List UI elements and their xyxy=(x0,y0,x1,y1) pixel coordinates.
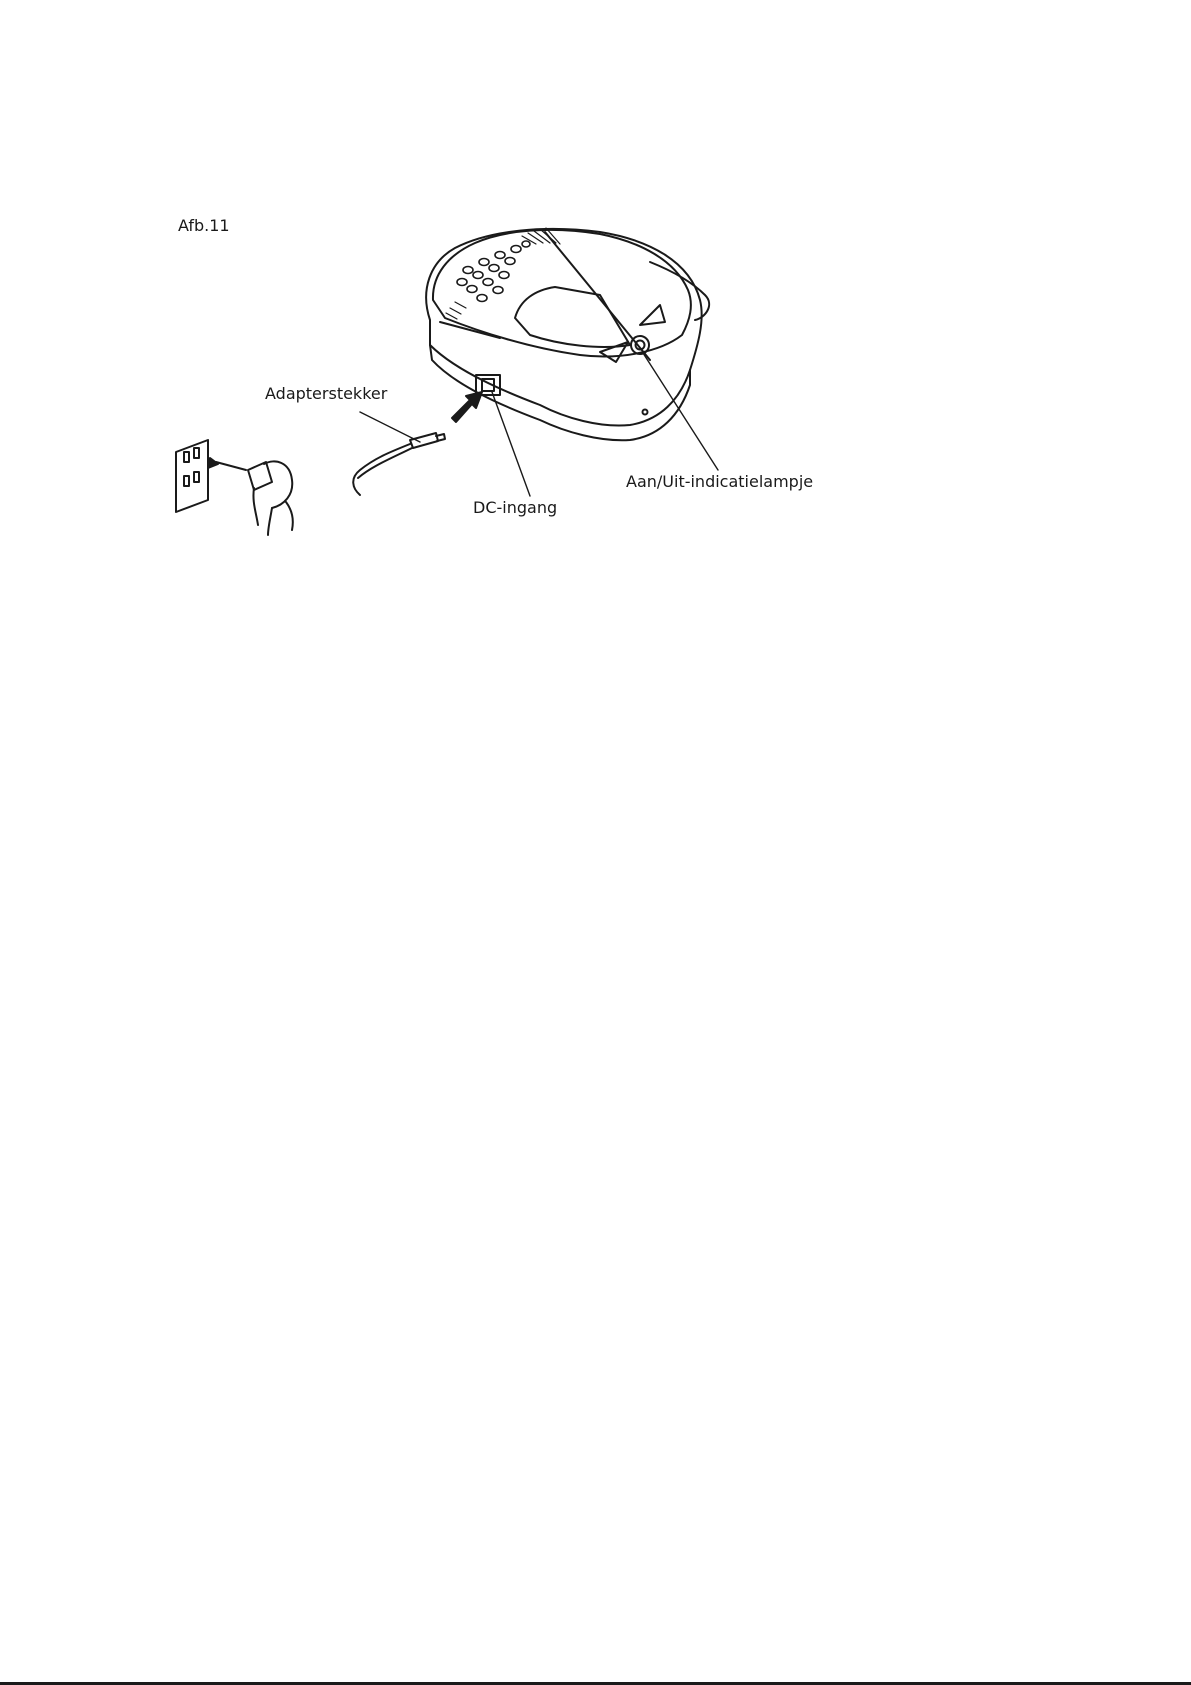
hatched-strip xyxy=(446,228,560,319)
figure-label: Afb.11 xyxy=(178,216,230,235)
callout-dc-input: DC-ingang xyxy=(473,498,558,517)
callout-power-indicator: Aan/Uit-indicatielampje xyxy=(626,472,814,491)
side-hole xyxy=(643,410,648,415)
insert-arrow xyxy=(452,392,482,422)
hand-with-adapter xyxy=(248,461,293,535)
speaker-grille xyxy=(457,241,530,302)
outlet-arrow xyxy=(208,458,246,470)
device-illustration xyxy=(0,0,1191,560)
callout-adapter-plug: Adapterstekker xyxy=(265,384,388,403)
wall-outlet xyxy=(176,440,208,512)
adapter-plug xyxy=(353,433,445,495)
